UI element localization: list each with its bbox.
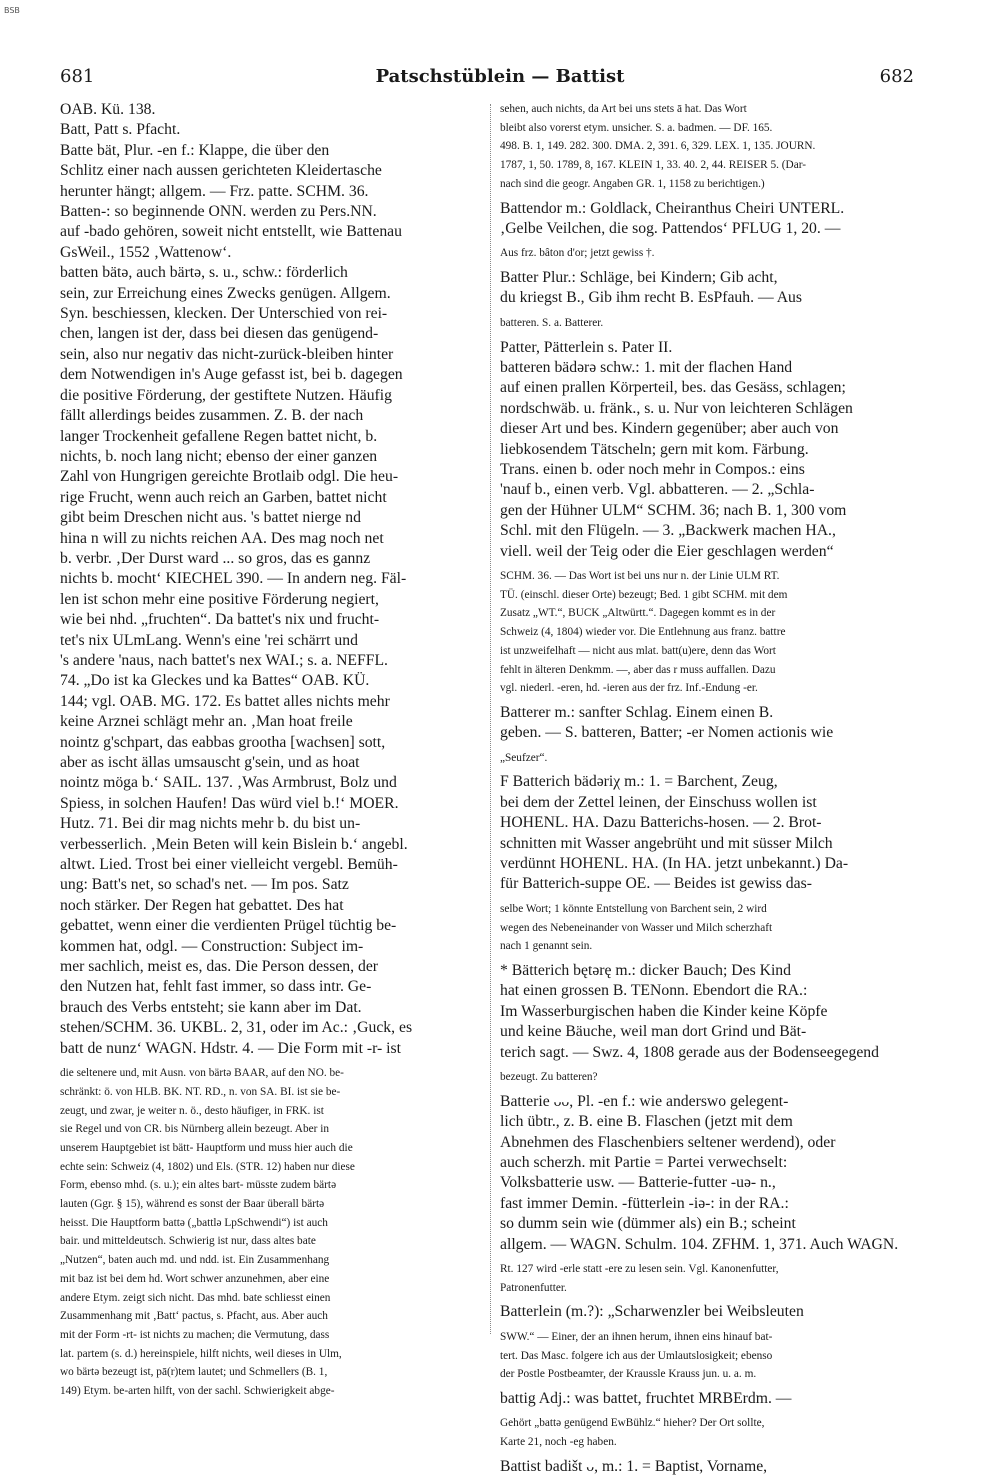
text-line: Battist badišt ᴗ, m.: 1. = Baptist, Vorname,	[500, 1457, 768, 1475]
text-line: * Bätterich bętərę m.: dicker Bauch; Des Kind	[500, 962, 791, 979]
text-line: nordschwäb. u. fränk., s. u. Nur von leichteren Schlägen	[500, 399, 853, 417]
page-number-left: 681	[60, 66, 95, 87]
text-line: 'nauf b., einen verb. Vgl. abbatteren. — 2. „Schla-	[500, 481, 815, 499]
text-line: Zusammenhang mit ‚Batt‘ pactus, s. Pfacht, aus. Aber auch	[60, 1310, 328, 1323]
text-line: Patter, Pätterlein s. Pater II.	[500, 338, 673, 356]
running-header: Patschstüblein — Battist	[375, 66, 625, 87]
text-line: keine Arznei schlägt mehr an. ‚Man hoat freile	[60, 713, 353, 731]
text-line: F Batterich bädəriχ m.: 1. = Barchent, Zeug,	[500, 773, 778, 791]
text-line: tet's nix ULmLang. Wenn's eine 'rei schärrt und	[60, 631, 358, 649]
text-line: 's andere 'naus, nach battet's nex WAI.; s. a. NEFFL.	[60, 651, 388, 669]
text-line: batt de nunz‘ WAGN. Hdstr. 4. — Die Form mit -r- ist	[60, 1039, 401, 1057]
text-line: auf -bado gehören, soweit nicht entstellt, wie Battenau	[60, 223, 402, 241]
text-line: Gehört „battə genügend EwBühlz.“ hieher? Der Ort sollte,	[500, 1417, 765, 1430]
text-line: schränkt: ö. von HLB. BK. NT. RD., n. von SA. BI. ist sie be-	[60, 1085, 341, 1098]
text-line: Batten-: so beginnende ONN. werden zu Pers.NN.	[60, 203, 377, 221]
text-line: Hutz. 71. Bei dir mag nichts mehr b. du bist un-	[60, 815, 361, 833]
text-line: bleibt also vorerst etym. unsicher. S. a. badmen. — DF. 165.	[500, 121, 773, 134]
text-line: Schlitz einer nach aussen gerichteten Kleidertasche	[60, 162, 382, 180]
text-line: verbesserlich. ‚Mein Beten will kein Bislein b.‘ angebl.	[60, 835, 408, 853]
text-line: sein, also nur negativ das nicht-zurück-bleiben hinter	[60, 345, 394, 363]
text-line: heisst. Die Hauptform battə („battlə LpSchwendi“) ist auch	[60, 1216, 328, 1229]
text-line: kommen hat, odgl. — Construction: Subject im-	[60, 937, 364, 955]
text-line: wie bei nhd. „fruchten“. Da battet's nix und frucht-	[60, 611, 380, 629]
text-line: nointz g'schpart, das eabbas grootha [wachsen] sott,	[60, 733, 386, 751]
text-line: mit baz ist bei dem hd. Wort schwer anzunehmen, aber eine	[60, 1272, 330, 1285]
text-line: mer sachlich, meist es, das. Die Person dessen, der	[60, 958, 379, 976]
text-line: Batte bät, Plur. -en f.: Klappe, die über den	[60, 141, 330, 159]
text-line: altwt. Lied. Trost bei einer vielleicht vergebl. Bemüh-	[60, 856, 398, 874]
text-line: TÜ. (einschl. dieser Orte) bezeugt; Bed. 1 gibt SCHM. mit dem	[500, 588, 788, 601]
text-line: hat einen grossen B. TENonn. Ebendort die RA.:	[500, 982, 808, 1000]
text-line: lat. partem (s. d.) hereinspiele, hilft nichts, weil dieses in Ulm,	[60, 1347, 342, 1360]
text-line: vgl. niederl. -eren, hd. -ieren aus der frz. Inf.-Endung -er.	[500, 682, 758, 695]
text-line: Patronenfutter.	[500, 1281, 567, 1294]
text-line: gibt beim Dreschen nicht aus. 's battet nierge nd	[60, 509, 361, 527]
text-line: echte sein: Schweiz (4, 1802) und Els. (STR. 12) haben nur diese	[60, 1160, 355, 1173]
library-stamp: BSB	[4, 6, 20, 15]
text-line: Abnehmen des Flaschenbiers seltener werdend), oder	[500, 1133, 836, 1151]
text-line: chen, langen ist der, dass bei diesen das genügend-	[60, 325, 379, 343]
text-line: 1787, 1, 50. 1789, 8, 167. KLEIN 1, 33. 40. 2, 44. REISER 5. (Dar-	[500, 159, 807, 172]
text-line: auch scherzh. mit Partie = Partei verwechselt:	[500, 1153, 788, 1171]
text-line: batteren bädərə schw.: 1. mit der flachen Hand	[500, 358, 793, 376]
text-line: Battendor m.: Goldlack, Cheiranthus Cheiri UNTERL.	[500, 199, 845, 217]
text-line: Form, ebenso mhd. (s. u.); ein altes bart- müsste zudem bärtə	[60, 1179, 337, 1192]
text-line: mit der Form -rt- ist nichts zu machen; die Vermutung, dass	[60, 1328, 330, 1341]
text-line: dieser Art und bes. Kindern gegenüber; aber auch von	[500, 420, 839, 438]
text-line: brauch des Verbs entsteht; sie kann aber im Dat.	[60, 998, 362, 1016]
text-line: batten bätə, auch bärtə, s. u., schw.: förderlich	[60, 264, 348, 282]
text-line: andere Etym. zeigt sich nicht. Das mhd. bate schliesst einen	[60, 1291, 331, 1304]
text-line: allgem. — WAGN. Schulm. 104. ZFHM. 1, 371. Auch WAGN.	[500, 1235, 899, 1253]
text-line: Rt. 127 wird -erle statt -ere zu lesen sein. Vgl. Kanonenfutter,	[500, 1262, 779, 1275]
text-line: gen der Hühner ULM“ SCHM. 36; nach B. 1, 300 vom	[500, 501, 847, 519]
text-line: GsWeil., 1552 ‚Wattenow‘.	[60, 243, 232, 261]
text-line: fehlt in älteren Denkmm. —, aber das r muss auffallen. Dazu	[500, 663, 776, 676]
text-line: die positive Förderung, der gestiftete Nutzen. Häufig	[60, 386, 392, 404]
page-number-right: 682	[879, 66, 914, 87]
text-line: bezeugt. Zu batteren?	[500, 1071, 598, 1084]
text-line: „Nutzen“, baten auch md. und ndd. ist. Ein Zusammenhang	[60, 1254, 330, 1267]
text-line: 149) Etym. be-arten hilft, von der sachl. Schwierigkeit abge-	[60, 1385, 335, 1398]
text-line: Batterie ᴗᴗ, Pl. -en f.: wie anderswo gelegent-	[500, 1092, 789, 1110]
text-line: lauten (Ggr. § 15), während es sonst der Baar überall bärtə	[60, 1198, 325, 1211]
text-line: nach sind die geogr. Angaben GR. 1, 1158 zu berichtigen.)	[500, 177, 765, 190]
text-line: Volksbatterie usw. — Batterie-futter -uə- n.,	[500, 1174, 776, 1192]
text-line: Zahl von Hungrigen gereichte Brotlaib odgl. Die heu-	[60, 468, 399, 486]
text-line: len ist schon mehr eine positive Förderung negiert,	[60, 590, 379, 608]
text-line: langer Trockenheit gefallene Regen battet nicht, b.	[60, 427, 378, 445]
text-line: rige Frucht, wenn auch reich an Garben, battet nicht	[60, 488, 387, 506]
text-line: bair. und mitteldeutsch. Schwierig ist nur, dass altes bate	[60, 1235, 316, 1248]
text-line: 74. „Do ist ka Gleckes und ka Battes“ OAB. KÜ.	[60, 672, 370, 690]
text-line: Batterer m.: sanfter Schlag. Einem einen B.	[500, 703, 774, 721]
text-line: selbe Wort; 1 könnte Entstellung von Barchent sein, 2 wird	[500, 902, 767, 915]
text-line: bei dem der Zettel leinen, der Einschuss wollen ist	[500, 793, 817, 811]
text-line: auf einen prallen Körperteil, bes. das Gesäss, schlagen;	[500, 379, 846, 397]
text-line: aber as ischt ällas umsauscht g'sein, und as hoat	[60, 754, 360, 771]
text-line: liebkosendem Tätscheln; gern mit kom. Färbung.	[500, 440, 809, 458]
text-line: so dumm sein wie (dümmer als) ein B.; scheint	[500, 1215, 796, 1233]
text-line: Im Wasserburgischen haben die Kinder keine Köpfe	[500, 1002, 828, 1020]
text-line: verdünnt HOHENL. HA. (In HA. jetzt unbekannt.) Da-	[500, 855, 849, 873]
text-line: tert. Das Masc. folgere ich aus der Umlautslosigkeit; ebenso	[500, 1349, 773, 1362]
text-line: Schl. mit den Flügeln. — 3. „Backwerk machen HA.,	[500, 522, 836, 540]
text-line: ist unzweifelhaft — nicht aus mlat. batt(u)ere, denn das Wort	[500, 644, 776, 657]
text-line: dem Notwendigen in's Auge gefasst ist, bei b. dagegen	[60, 366, 403, 384]
text-line: 498. B. 1, 149. 282. 300. DMA. 2, 391. 6, 329. LEX. 1, 135. JOURN.	[500, 140, 816, 153]
text-line: HOHENL. HA. Dazu Batterichs-hosen. — 2. Brot-	[500, 814, 822, 832]
text-line: sie Regel und von CR. bis Nürnberg allein bezeugt. Aber in	[60, 1123, 329, 1136]
text-line: nach 1 genannt sein.	[500, 940, 593, 953]
text-line: hina n will zu nichts reichen AA. Des mag noch net	[60, 529, 384, 547]
text-line: gebattet, wenn einer die verdienten Prügel tüchtig be-	[60, 917, 397, 935]
text-line: Trans. einen b. oder noch mehr in Compos.: eins	[500, 460, 805, 478]
text-line: SWW.“ — Einer, der an ihnen herum, ihnen eins hinauf bat-	[500, 1330, 773, 1343]
text-line: ‚Gelbe Veilchen, die sog. Pattendos‘ PFLUG 1, 20. —	[500, 219, 841, 237]
text-line: Syn. beschiessen, klecken. Der Unterschied von rei-	[60, 305, 388, 323]
right-column	[500, 100, 920, 1477]
text-line: fällt allerdings beides zusammen. Z. B. der nach	[60, 407, 364, 425]
text-line: „Seufzer“.	[500, 751, 548, 764]
text-line: Batterlein (m.?): „Scharwenzler bei Weibsleuten	[500, 1303, 804, 1321]
text-line: geben. — S. batteren, Batter; -er Nomen actionis wie	[500, 724, 834, 742]
text-line: unserem Hauptgebiet ist bätt- Hauptform und muss hier auch die	[60, 1141, 353, 1154]
text-line: 144; vgl. OAB. MG. 172. Es battet alles nichts mehr	[60, 692, 390, 710]
text-line: Karte 21, noch -eg haben.	[500, 1436, 617, 1449]
text-line: du kriegst B., Gib ihm recht B. EsPfauh. — Aus	[500, 289, 802, 307]
text-line: SCHM. 36. — Das Wort ist bei uns nur n. der Linie ULM RT.	[500, 570, 780, 583]
text-line: Zusatz „WT.“, BUCK „Altwürtt.“. Dagegen kommt es in der	[500, 607, 776, 620]
text-line: noch stärker. Der Regen hat gebattet. Des hat	[60, 896, 344, 914]
text-line: stehen/SCHM. 36. UKBL. 2, 31, oder im Ac.: ‚Guck, es	[60, 1019, 413, 1037]
text-line: wegen des Nebeneinander von Wasser und Milch scherzhaft	[500, 921, 773, 934]
text-line: Schweiz (4, 1804) wieder vor. Die Entlehnung aus franz. battre	[500, 626, 786, 639]
text-line: sein, zur Erreichung eines Zwecks genügen. Allgem.	[60, 284, 391, 302]
text-line: der Postle Postbeamter, der Kraussle Krauss jun. u. a. m.	[500, 1368, 757, 1381]
text-line: zeugt, und zwar, je weiter n. ö., desto häufiger, in FRK. ist	[60, 1104, 324, 1117]
text-line: für Batterich-suppe OE. — Beides ist gewiss das-	[500, 875, 812, 893]
text-line: nointz möga b.‘ SAIL. 137. ‚Was Armbrust, Bolz und	[60, 774, 397, 792]
text-line: die seltenere und, mit Ausn. von bärtə BAAR, auf den NO. be-	[60, 1067, 344, 1080]
text-line: und keine Bäuche, weil man dort Grind und Bät-	[500, 1023, 807, 1041]
text-line: wo bärtə bezeugt ist, pā(r)tem lautet; und Schmellers (B. 1,	[60, 1366, 328, 1379]
column-divider	[490, 104, 491, 1334]
text-line: sehen, auch nichts, da Art bei uns stets ā hat. Das Wort	[500, 103, 747, 115]
text-line: viell. weil der Teig oder die Eier geschlagen werden“	[500, 542, 834, 560]
text-line: lich übtr., z. B. eine B. Flaschen (jetzt mit dem	[500, 1113, 793, 1131]
text-line: Spiess, in solchen Haufen! Das würd viel b.!‘ MOER.	[60, 794, 399, 812]
text-line: den Nutzen hat, fehlt fast immer, so dass intr. Ge-	[60, 978, 372, 996]
left-column	[60, 100, 480, 1401]
text-line: nichts, b. noch lang nicht; ebenso der einer ganzen	[60, 447, 378, 465]
text-line: herunter hängt; allgem. — Frz. patte. SCHM. 36.	[60, 182, 369, 200]
text-line: Aus frz. bâton d'or; jetzt gewiss †.	[500, 247, 655, 260]
text-line: batteren. S. a. Batterer.	[500, 316, 604, 329]
text-line: fast immer Demin. -fütterlein -iə-: in der RA.:	[500, 1194, 789, 1212]
text-line: Batter Plur.: Schläge, bei Kindern; Gib acht,	[500, 269, 778, 287]
text-line: terich sagt. — Swz. 4, 1808 gerade aus der Bodenseegegend	[500, 1043, 879, 1061]
text-line: OAB. Kü. 138.	[60, 101, 156, 118]
text-line: nichts b. mocht‘ KIECHEL 390. — In andern neg. Fäl-	[60, 570, 407, 588]
text-line: b. verbr. ‚Der Durst ward ... so gros, das es gannz	[60, 549, 371, 567]
text-line: Batt, Patt s. Pfacht.	[60, 121, 181, 139]
text-line: ung: Batt's net, so schad's net. — Im pos. Satz	[60, 876, 349, 894]
text-line: schnitten mit Wasser angebrüht und mit süsser Milch	[500, 834, 833, 852]
text-line: battig Adj.: was battet, fruchtet MRBErdm. —	[500, 1389, 792, 1407]
